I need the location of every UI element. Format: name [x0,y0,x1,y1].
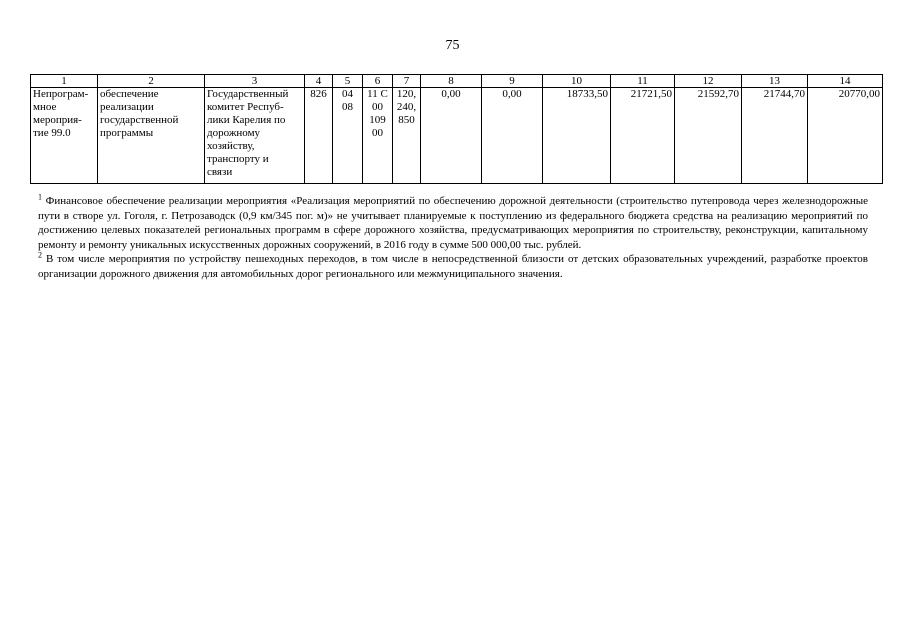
header-cell: 5 [333,75,363,88]
cell-purpose: обеспечение реализации государственной программы [98,88,205,184]
cell-value: 18733,50 [543,88,611,184]
cell-value: 21744,70 [742,88,808,184]
header-cell: 1 [31,75,98,88]
page-number: 75 [445,38,460,53]
cell-value: 0,00 [482,88,543,184]
header-cell: 14 [808,75,883,88]
table-row [31,88,883,184]
header-cell: 6 [363,75,393,88]
header-cell: 4 [305,75,333,88]
footnotes [38,194,868,281]
header-cell: 11 [611,75,675,88]
header-cell: 3 [205,75,305,88]
table-header-row [31,75,883,88]
header-cell: 13 [742,75,808,88]
footnote-text: Финансовое обеспечение реализации мероприятия «Реализация мероприятий по обеспечению дорожной деятельности (строительство путепровода через железнодорожные пути в створе ул. Гоголя, г. Петрозаводск (0,9 км/345 пог. м)» не учитывает планируемые к поступлению из федерального бюджета средства на реализацию мероприятий по достижению целевых показателей региональных программ в сфере дорожного хозяйства, предусматривающих мероприятия по строительству, реконструкции, капитальному ремонту и ремонту уникальных искусственных дорожных сооружений, в 2016 году в сумме 500 000,00 тыс. рублей. [38,195,868,251]
cell-event-type: Непрограм- мное мероприя- тие 99.0 [31,88,98,184]
header-cell: 10 [543,75,611,88]
budget-table [30,74,883,184]
header-cell: 2 [98,75,205,88]
footnote-1 [38,194,868,252]
footnote-2 [38,252,868,281]
cell-code-section: 04 08 [333,88,363,184]
cell-value: 21721,50 [611,88,675,184]
cell-value: 0,00 [421,88,482,184]
header-cell: 7 [393,75,421,88]
cell-executor: Государственный комитет Респуб- лики Карелия по дорожному хозяйству, транспорту и связи [205,88,305,184]
cell-value: 21592,70 [675,88,742,184]
header-cell: 8 [421,75,482,88]
header-cell: 12 [675,75,742,88]
footnote-text: В том числе мероприятия по устройству пешеходных переходов, в том числе в непосредственной близости от детских образовательных учреждений, разработке проектов организации дорожного движения для автомобильных дорог регионального или межмуниципального значения. [38,253,868,280]
header-cell: 9 [482,75,543,88]
cell-code-ministry: 826 [305,88,333,184]
footnote-mark: 2 [38,250,42,260]
cell-value: 20770,00 [808,88,883,184]
cell-code-expense: 120, 240, 850 [393,88,421,184]
footnote-mark: 1 [38,192,42,202]
cell-code-target: 11 С 00 109 00 [363,88,393,184]
